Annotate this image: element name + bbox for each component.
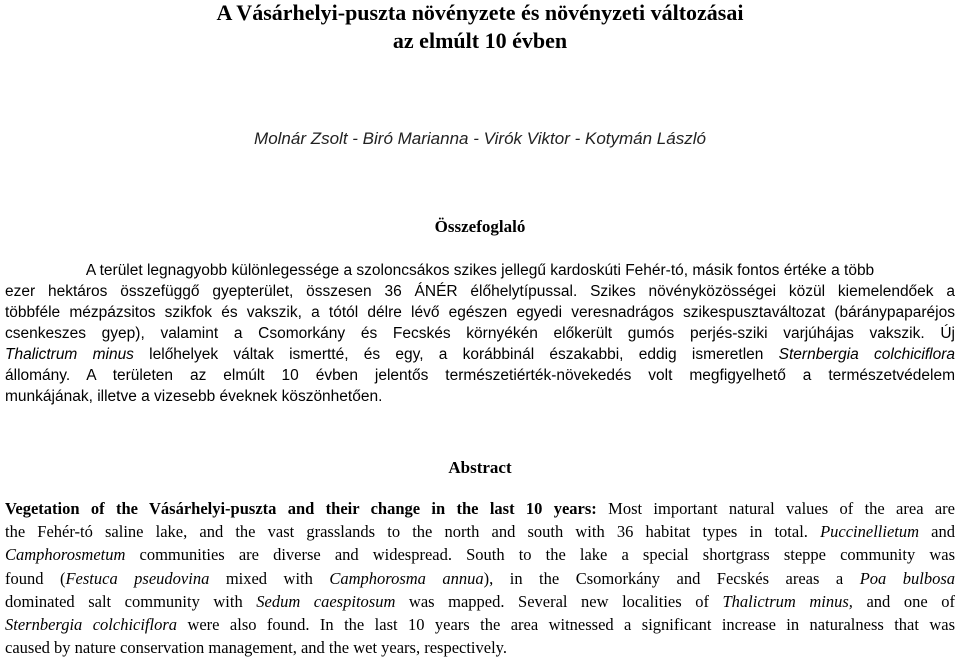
summary-line: többféle mézpázsitos szikfok és vakszik, a tótól délre lévő egészen egyedi veresnadrágos szikespusztaváltozat (báránypaparéjos (5, 304, 955, 321)
authors: Molnár Zsolt - Biró Marianna - Virók Viktor - Kotymán László (254, 129, 706, 148)
species-name: Sternbergia colchiciflora (5, 615, 178, 635)
title-line-2: az elmúlt 10 évben (392, 28, 568, 53)
abstract-line (5, 497, 955, 520)
species-name: Poa bulbosa (859, 568, 955, 588)
abstract-text: found ( (5, 568, 66, 588)
abstract-text: was mapped. Several new localities of (395, 591, 723, 611)
abstract-text: the Fehér-tó saline lake, and the vast grasslands to the north and south with 36 habitat types in total. (5, 522, 821, 542)
species-name: Puccinellietum (820, 522, 920, 542)
abstract-line (5, 567, 955, 590)
summary-line: A terület legnagyobb különlegessége a szoloncsákos szikes jellegű kardoskúti Fehér-tó, másik fontos értéke a több (85, 262, 875, 279)
abstract-text: mixed with (209, 568, 330, 588)
abstract-line (5, 543, 955, 566)
species-name: Camphorosma annua (329, 568, 484, 588)
summary-paragraph (5, 260, 955, 407)
title-line-1: A Vásárhelyi-puszta növényzete és növényzeti változásai (216, 0, 744, 25)
abstract-line (5, 590, 955, 613)
abstract-text: and (919, 522, 955, 542)
species-name: Sedum caespitosum (256, 591, 396, 611)
summary-line: ezer hektáros összefüggő gyepterület, összesen 36 ÁNÉR élőhelytípussal. Szikes növényközösségei közül kiemelendőek a (5, 283, 955, 300)
species-name: Thalictrum minus (5, 346, 134, 363)
summary-line (5, 344, 955, 365)
abstract-text: and one of (852, 591, 955, 611)
species-name: Thalictrum minus, (722, 591, 853, 611)
summary-line: csenkeszes gyep), valamint a Csomorkány és Fecskés környékén előkerült gumós perjés-sziki varjúhájas vakszik. Új (5, 325, 955, 342)
summary-heading: Összefoglaló (434, 217, 526, 236)
summary-line: munkájának, illetve a vizesebb éveknek köszönhetően. (5, 388, 383, 405)
abstract-text: dominated salt community with (5, 591, 257, 611)
summary-line: állomány. A területen az elmúlt 10 évben jelentős természetiérték-növekedés volt megfigyelhető a természetvédelem (5, 367, 955, 384)
abstract-line (5, 520, 955, 543)
abstract-text: were also found. In the last 10 years the area witnessed a significant increase in naturalness that was (177, 615, 956, 635)
abstract-line (5, 613, 955, 636)
abstract-heading: Abstract (448, 458, 512, 477)
abstract-title: Vegetation of the Vásárhelyi-puszta and their change in the last 10 years: (5, 499, 597, 518)
species-name: Festuca pseudovina (65, 568, 210, 588)
abstract-text: Most important natural values of the area are (596, 499, 955, 518)
abstract-text: communities are diverse and widespread. South to the lake a special shortgrass steppe community was (125, 545, 955, 565)
abstract-line: caused by nature conservation management, and the wet years, respectively. (5, 638, 507, 658)
abstract-text: ), in the Csomorkány and Fecskés areas a (483, 568, 860, 588)
species-name: Camphorosmetum (5, 545, 126, 565)
summary-text: lelőhelyek váltak ismertté, és egy, a korábbinál északabbi, eddig ismeretlen (133, 346, 779, 363)
species-name: Sternbergia colchiciflora (778, 346, 956, 363)
abstract-paragraph (5, 497, 955, 659)
